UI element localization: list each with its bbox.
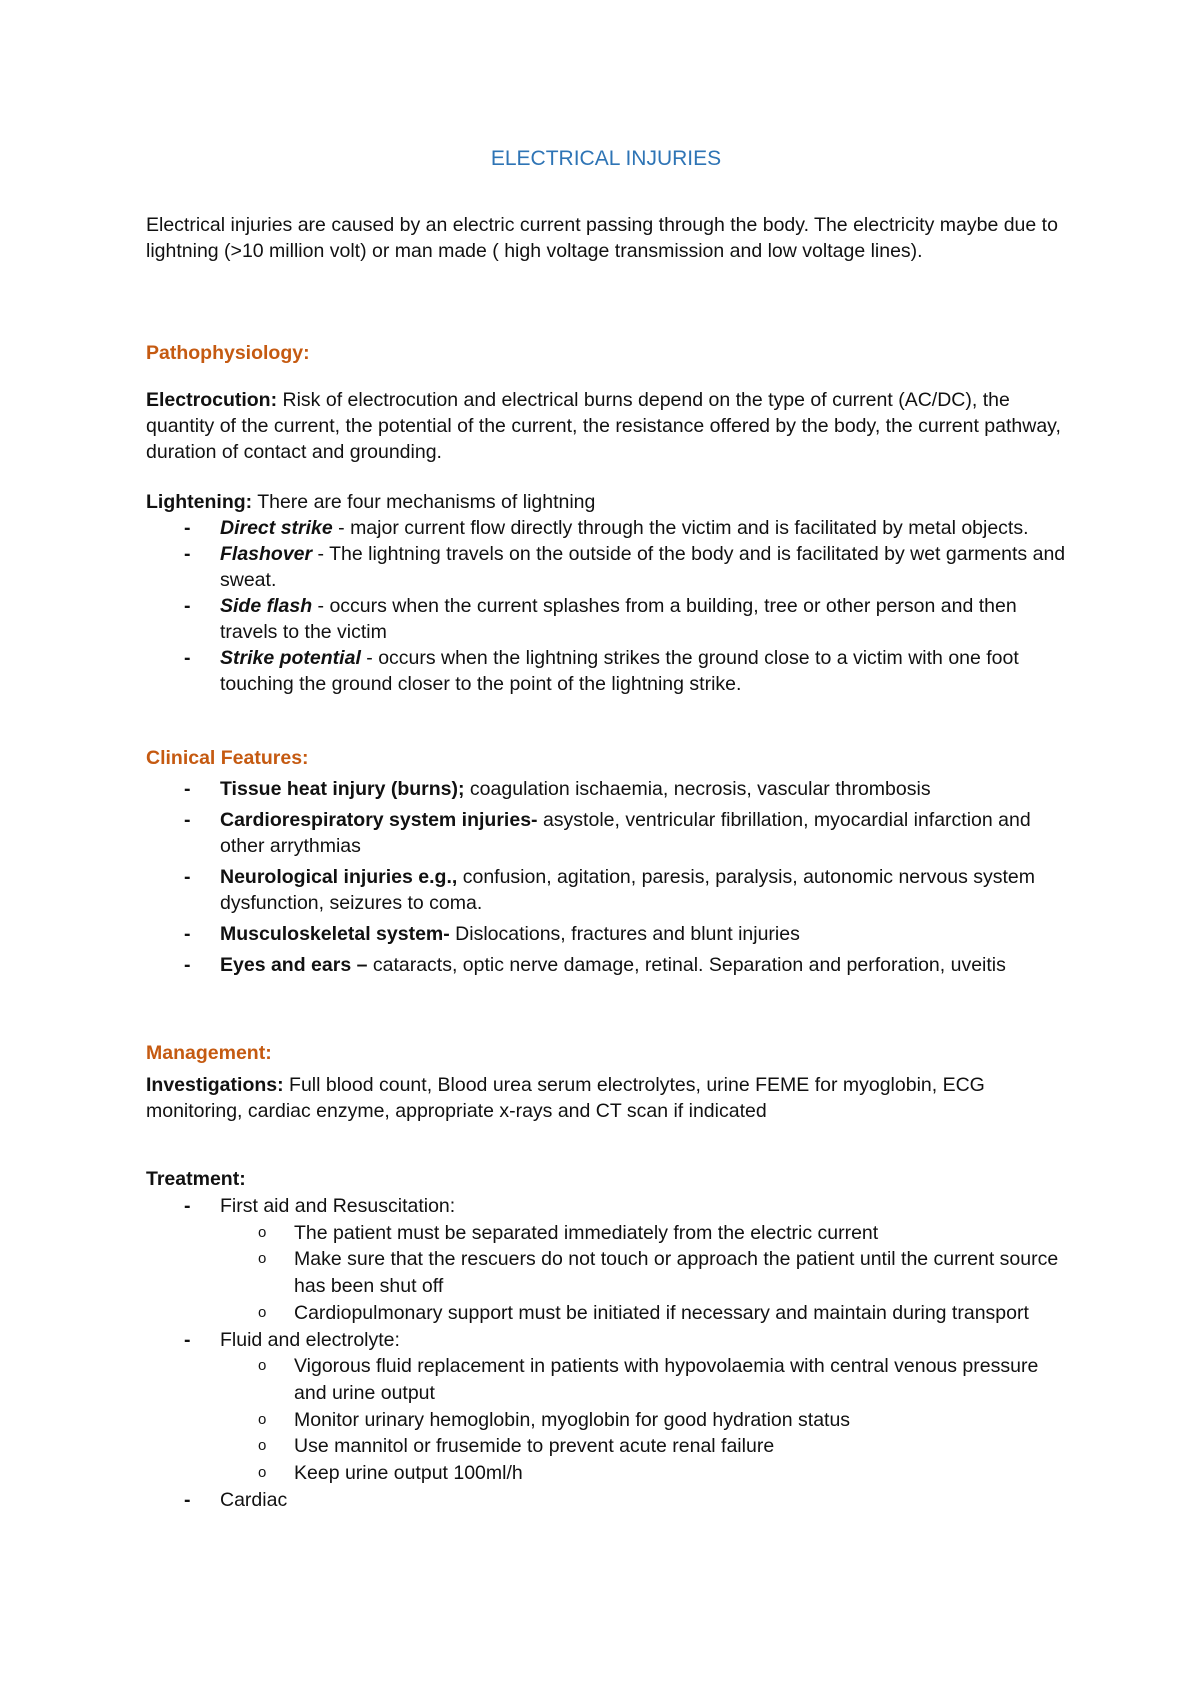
mechanism-text: - The lightning travels on the outside of the body and is facilitated by wet garments and sweat. bbox=[220, 543, 1066, 591]
mechanism-term: Strike potential bbox=[220, 647, 361, 669]
sub-list-item: o Make sure that the rescuers do not touch or approach the patient until the current source has been shut off bbox=[220, 1246, 1066, 1299]
lightening-text: There are four mechanisms of lightning bbox=[252, 491, 596, 513]
electrocution-label: Electrocution: bbox=[146, 389, 278, 411]
treatment-list bbox=[146, 1193, 1066, 1513]
intro-paragraph: Electrical injuries are caused by an electric current passing through the body. The electricity maybe due to lightning (>10 million volt) or man made ( high voltage transmission and low voltage lines). bbox=[146, 214, 1058, 262]
list-item bbox=[146, 593, 1066, 645]
clinical-features-list bbox=[146, 776, 1066, 978]
mechanism-term: Direct strike bbox=[220, 517, 333, 539]
lightning-mechanisms-list bbox=[146, 515, 1066, 697]
list-item bbox=[146, 1487, 1066, 1514]
electrocution-paragraph bbox=[146, 387, 1066, 465]
pathophysiology-heading: Pathophysiology: bbox=[146, 342, 310, 364]
investigations-text: Full blood count, Blood urea serum electrolytes, urine FEME for myoglobin, ECG monitoring, cardiac enzyme, appropriate x-rays and CT scan if indicated bbox=[146, 1074, 985, 1122]
treatment-label: Fluid and electrolyte: bbox=[220, 1328, 400, 1351]
electrocution-text: Risk of electrocution and electrical burns depend on the type of current (AC/DC), the quantity of the current, the potential of the current, the resistance offered by the body, the current pathway, duration of contact and grounding. bbox=[146, 389, 1061, 463]
mechanism-term: Flashover bbox=[220, 543, 313, 565]
list-item bbox=[146, 776, 1066, 802]
clinical-features-heading: Clinical Features: bbox=[146, 747, 309, 769]
lightening-label: Lightening: bbox=[146, 491, 253, 513]
feature-term: Neurological injuries e.g., bbox=[220, 866, 458, 888]
feature-text: cataracts, optic nerve damage, retinal. Separation and perforation, uveitis bbox=[367, 954, 1006, 976]
treatment-label: First aid and Resuscitation: bbox=[220, 1195, 456, 1217]
feature-text: asystole, ventricular fibrillation, myocardial infarction and other arrythmias bbox=[220, 809, 1031, 857]
sub-list-item: o Cardiopulmonary support must be initiated if necessary and maintain during transport bbox=[220, 1300, 1066, 1327]
investigations-paragraph bbox=[146, 1072, 1066, 1124]
feature-term: Tissue heat injury (burns); bbox=[220, 778, 465, 800]
list-item bbox=[146, 952, 1066, 978]
mechanism-text: - major current flow directly through the victim and is facilitated by metal objects. bbox=[332, 517, 1029, 539]
lightening-paragraph bbox=[146, 489, 1066, 515]
feature-text: confusion, agitation, paresis, paralysis, autonomic nervous system dysfunction, seizures to coma. bbox=[220, 866, 1036, 914]
mechanism-term: Side flash bbox=[220, 595, 313, 617]
list-item bbox=[146, 921, 1066, 947]
list-item bbox=[146, 807, 1066, 859]
feature-text: Dislocations, fractures and blunt injuries bbox=[449, 923, 800, 945]
treatment-sublist bbox=[220, 1353, 1066, 1487]
sub-list-item: o The patient must be separated immediately from the electric current bbox=[220, 1220, 1066, 1247]
treatment-label: Cardiac bbox=[220, 1488, 288, 1511]
sub-list-item: o Use mannitol or frusemide to prevent acute renal failure bbox=[220, 1433, 1066, 1460]
sub-list-item: o Monitor urinary hemoglobin, myoglobin for good hydration status bbox=[220, 1407, 1066, 1434]
feature-text: coagulation ischaemia, necrosis, vascular thrombosis bbox=[464, 778, 931, 800]
list-item bbox=[146, 1193, 1066, 1327]
investigations-label: Investigations: bbox=[146, 1074, 284, 1096]
list-item bbox=[146, 864, 1066, 916]
list-item bbox=[146, 515, 1066, 541]
list-item bbox=[146, 541, 1066, 593]
document-title: ELECTRICAL INJURIES bbox=[490, 147, 722, 170]
treatment-heading: Treatment: bbox=[146, 1168, 246, 1190]
sub-list-item: o Vigorous fluid replacement in patients with hypovolaemia with central venous pressure and urine output bbox=[220, 1353, 1066, 1406]
feature-term: Eyes and ears – bbox=[220, 954, 368, 976]
management-heading: Management: bbox=[146, 1042, 272, 1064]
list-item bbox=[146, 645, 1066, 697]
treatment-sublist bbox=[220, 1220, 1066, 1327]
mechanism-text: - occurs when the lightning strikes the ground close to a victim with one foot touching the ground closer to the point of the lightning strike. bbox=[220, 647, 1019, 695]
mechanism-text: - occurs when the current splashes from a building, tree or other person and then travels to the victim bbox=[220, 595, 1017, 643]
sub-list-item: o Keep urine output 100ml/h bbox=[220, 1460, 1066, 1487]
list-item bbox=[146, 1327, 1066, 1487]
feature-term: Musculoskeletal system- bbox=[220, 923, 450, 945]
feature-term: Cardiorespiratory system injuries- bbox=[220, 809, 538, 831]
